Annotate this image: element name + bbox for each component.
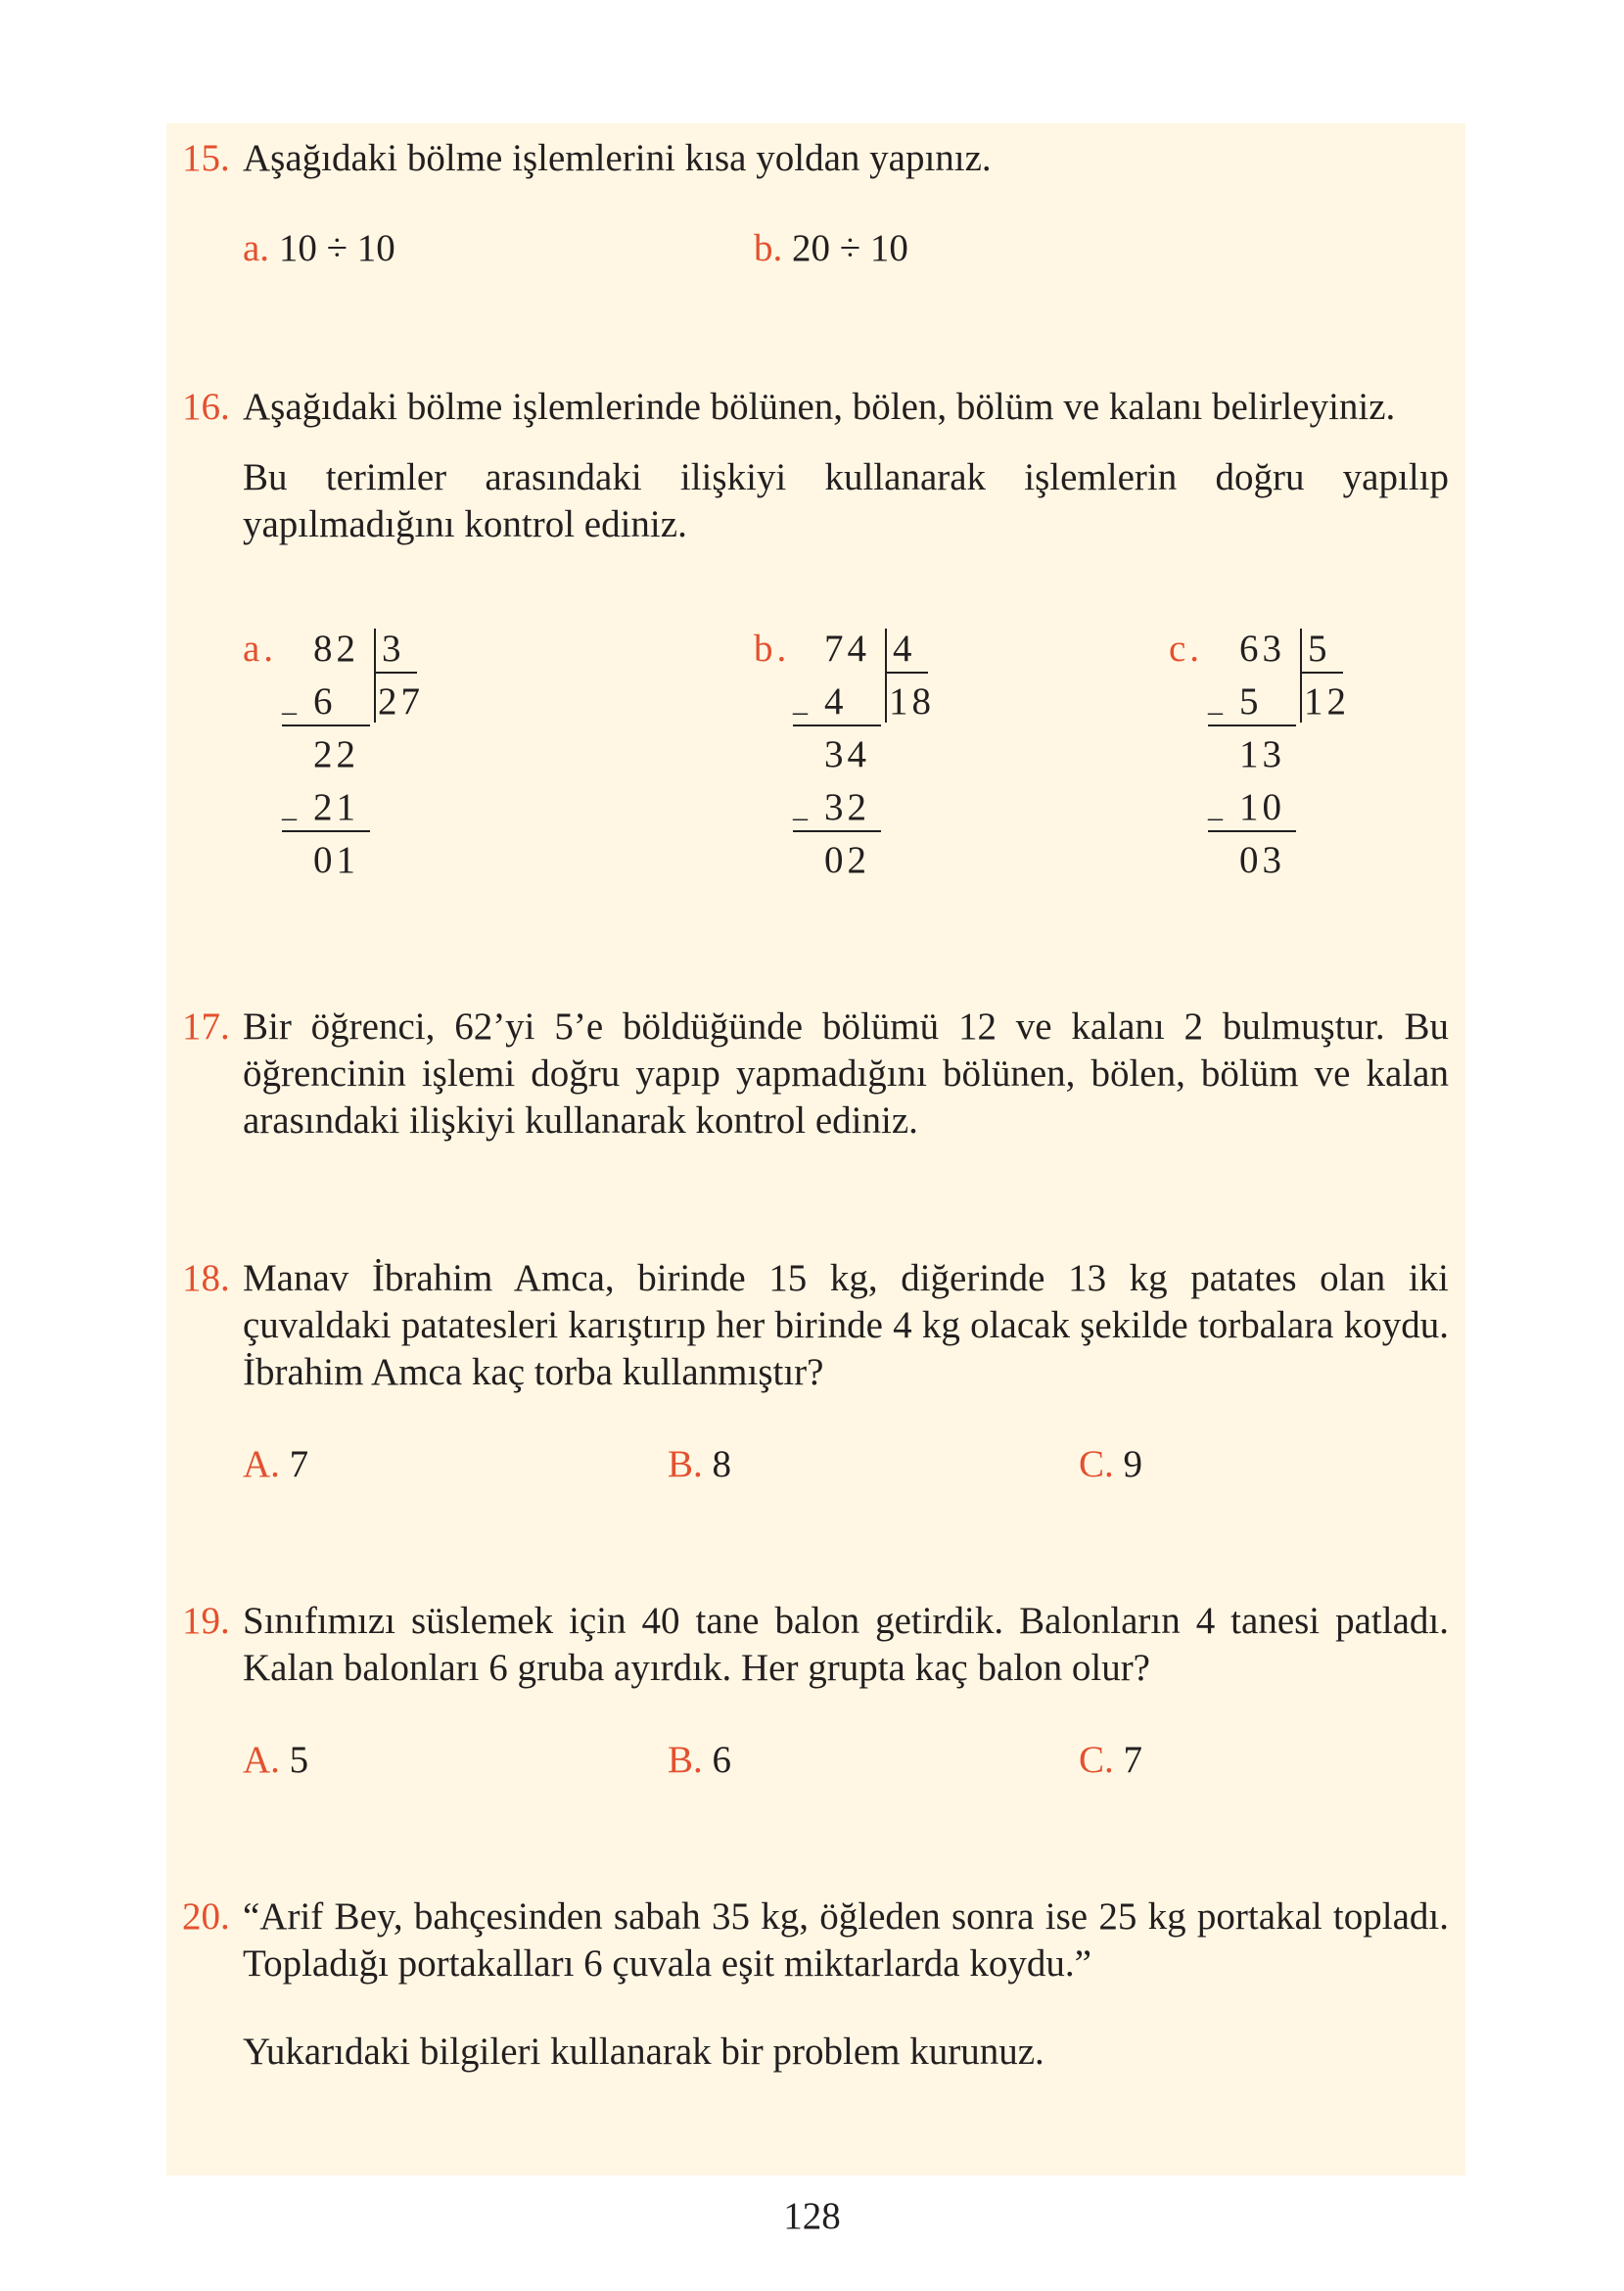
option-a: A. 7 xyxy=(243,1443,309,1485)
quotient: 27 xyxy=(378,680,424,723)
quotient: 12 xyxy=(1304,680,1350,723)
option-b: B. 8 xyxy=(668,1443,732,1485)
question-number: 16. xyxy=(182,386,230,428)
question-number: 17. xyxy=(182,1005,230,1048)
question-text xyxy=(243,384,1449,548)
divisor-underline xyxy=(885,672,928,674)
option-c: C. 9 xyxy=(1079,1443,1143,1485)
minus-sign: _ xyxy=(793,791,812,823)
question-paragraph: “Arif Bey, bahçesinden sabah 35 kg, öğleden sonra ise 25 kg portakal topladı. Topladığı portakalları 6 çuvala eşit miktarlarda koydu.” xyxy=(243,1895,1449,1985)
subtraction-line xyxy=(793,725,881,726)
division-bar xyxy=(1300,629,1302,723)
division-label: c. xyxy=(1169,628,1204,670)
remainder-1: 13 xyxy=(1239,733,1285,775)
long-division-c xyxy=(1169,623,1365,897)
subtraction-line xyxy=(1208,725,1296,726)
division-bar xyxy=(374,629,376,723)
divisor: 4 xyxy=(893,628,916,670)
remainder-2: 01 xyxy=(313,839,359,881)
dividend: 74 xyxy=(824,628,870,670)
minus-sign: _ xyxy=(282,685,301,718)
dividend: 63 xyxy=(1239,628,1285,670)
option-a: a. 10 ÷ 10 xyxy=(243,227,395,269)
remainder-2: 02 xyxy=(824,839,870,881)
subtraction-line xyxy=(282,725,370,726)
subtrahend-2: 10 xyxy=(1239,786,1285,828)
divisor: 5 xyxy=(1308,628,1331,670)
long-division-b xyxy=(754,623,950,897)
question-paragraph: Bu terimler arasındaki ilişkiyi kullanarak işlemlerin doğru yapılıp yapılmadığını kontrol ediniz. xyxy=(243,456,1449,545)
question-number: 19. xyxy=(182,1600,230,1642)
option-a: A. 5 xyxy=(243,1739,309,1781)
divisor-underline xyxy=(1300,672,1343,674)
question-paragraph: Yukarıdaki bilgileri kullanarak bir problem kurunuz. xyxy=(243,2031,1044,2073)
subtraction-line xyxy=(1208,830,1296,832)
subtrahend-1: 4 xyxy=(824,680,848,723)
dividend: 82 xyxy=(313,628,359,670)
page-number: 128 xyxy=(783,2195,841,2237)
minus-sign: _ xyxy=(282,791,301,823)
option-b: B. 6 xyxy=(668,1739,732,1781)
minus-sign: _ xyxy=(1208,791,1227,823)
subtrahend-1: 6 xyxy=(313,680,337,723)
remainder-1: 34 xyxy=(824,733,870,775)
subtrahend-2: 21 xyxy=(313,786,359,828)
remainder-2: 03 xyxy=(1239,839,1285,881)
minus-sign: _ xyxy=(793,685,812,718)
division-label: a. xyxy=(243,628,278,670)
quotient: 18 xyxy=(889,680,935,723)
question-text: Bir öğrenci, 62’yi 5’e böldüğünde bölümü 12 ve kalanı 2 bulmuştur. Bu öğrencinin işlemi doğru yapıp yapmadığını bölünen, bölen, bölüm ve kalan arasındaki ilişkiyi kullanarak kontrol ediniz. xyxy=(243,1005,1449,1142)
subtraction-line xyxy=(282,830,370,832)
division-label: b. xyxy=(754,628,791,670)
divisor: 3 xyxy=(382,628,405,670)
question-paragraph: Aşağıdaki bölme işlemlerinde bölünen, bölen, bölüm ve kalanı belirleyiniz. xyxy=(243,386,1396,428)
question-text: Sınıfımızı süslemek için 40 tane balon getirdik. Balonların 4 tanesi patladı. Kalan balonları 6 gruba ayırdık. Her grupta kaç balon olur? xyxy=(243,1600,1449,1689)
question-text: Aşağıdaki bölme işlemlerini kısa yoldan yapınız. xyxy=(243,137,992,179)
subtrahend-2: 32 xyxy=(824,786,870,828)
question-number: 20. xyxy=(182,1895,230,1938)
option-c: C. 7 xyxy=(1079,1739,1143,1781)
long-division-a xyxy=(243,623,439,897)
division-bar xyxy=(885,629,887,723)
question-text xyxy=(243,1894,1449,2076)
subtraction-line xyxy=(793,830,881,832)
divisor-underline xyxy=(374,672,417,674)
question-number: 15. xyxy=(182,137,230,179)
option-b: b. 20 ÷ 10 xyxy=(754,227,908,269)
question-number: 18. xyxy=(182,1257,230,1299)
subtrahend-1: 5 xyxy=(1239,680,1263,723)
question-text: Manav İbrahim Amca, birinde 15 kg, diğerinde 13 kg patates olan iki çuvaldaki patatesleri karıştırıp her birinde 4 kg olacak şekilde torbalara koydu. İbrahim Amca kaç torba kullanmıştır? xyxy=(243,1257,1449,1393)
remainder-1: 22 xyxy=(313,733,359,775)
minus-sign: _ xyxy=(1208,685,1227,718)
